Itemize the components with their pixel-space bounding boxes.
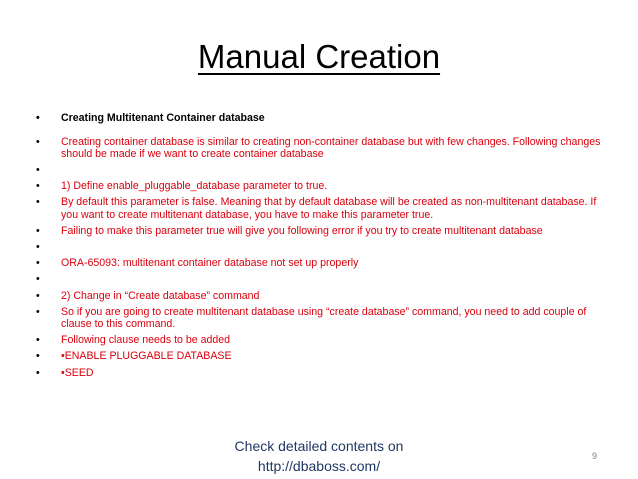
bullet-item: [36, 112, 604, 125]
bullet-text: By default this parameter is false. Meaning that by default database will be created as non-multitenant database. If you want to create multitenant database, you have to make this parameter true.: [61, 196, 597, 222]
bullet-text: •ENABLE PLUGGABLE DATABASE: [61, 350, 232, 363]
bullet-item: [36, 367, 604, 380]
bullet-marker: •: [36, 289, 40, 302]
bullet-marker: •: [36, 366, 40, 379]
bullet-marker: •: [36, 350, 40, 363]
bullet-item: [36, 290, 604, 303]
bullet-item: [36, 350, 604, 363]
bullet-item: [36, 306, 604, 331]
bullet-marker: •: [36, 241, 40, 254]
bullet-item: [36, 273, 604, 286]
bullet-item: [36, 225, 604, 238]
footer-text: Check detailed contents on: [234, 438, 404, 454]
bullet-text: So if you are going to create multitenant database using “create database” command, you need to add couple of clause to this command.: [61, 305, 587, 331]
bullet-item: [36, 257, 604, 270]
bullet-marker: •: [36, 164, 40, 177]
bullet-item: [36, 196, 604, 221]
bullet-text: ORA-65093: multitenant container database not set up properly: [61, 257, 359, 270]
bullet-list: [36, 112, 604, 383]
bullet-marker: •: [36, 334, 40, 347]
bullet-marker: •: [36, 225, 40, 238]
bullet-text: Following clause needs to be added: [61, 334, 231, 347]
footer: [200, 436, 438, 476]
bullet-marker: •: [36, 273, 40, 286]
footer-link[interactable]: http://dbaboss.com/: [257, 458, 381, 474]
bullet-marker: •: [36, 180, 40, 193]
bullet-item: [36, 334, 604, 347]
bullet-text: 2) Change in “Create database” command: [61, 289, 260, 302]
bullet-text: •SEED: [61, 366, 94, 379]
bullet-item: [36, 136, 604, 161]
bullet-marker: •: [36, 196, 40, 209]
bullet-item: [36, 164, 604, 177]
bullet-marker: •: [36, 112, 40, 124]
bullet-text: Creating Multitenant Container database: [61, 112, 265, 124]
bullet-text: 1) Define enable_pluggable_database parameter to true.: [61, 180, 328, 193]
slide-title: Manual Creation: [197, 38, 441, 75]
bullet-marker: •: [36, 135, 40, 148]
bullet-text: Failing to make this parameter true will give you following error if you try to create multitenant database: [61, 225, 543, 238]
bullet-item: [36, 241, 604, 254]
bullet-marker: •: [36, 305, 40, 318]
bullet-item: [36, 180, 604, 193]
bullet-text: Creating container database is similar to creating non-container database but with few changes. Following changes should be made if we want to create container database: [61, 135, 601, 161]
page-number: 9: [592, 451, 598, 461]
bullet-marker: •: [36, 257, 40, 270]
